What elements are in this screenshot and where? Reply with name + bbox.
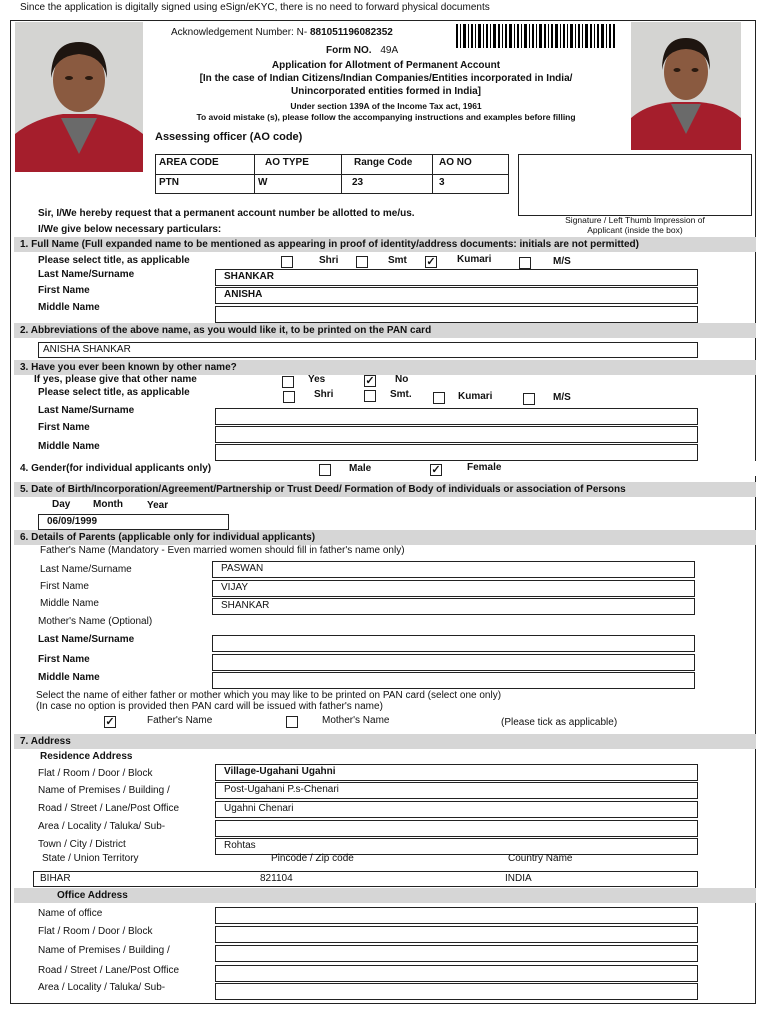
s7-office-road-label: Road / Street / Lane/Post Office <box>38 965 180 976</box>
s6-mother-middle-label: Middle Name <box>38 672 100 683</box>
s6-father-last-field[interactable]: PASWAN <box>212 561 695 578</box>
s1-last-label: Last Name/Surname <box>38 269 135 280</box>
s7-office-premises-field[interactable] <box>215 945 698 962</box>
s7-premises-label: Name of Premises / Building / <box>38 785 170 796</box>
s6-mother-middle-field[interactable] <box>212 672 695 689</box>
s1-last-name-field[interactable]: SHANKAR <box>215 269 698 286</box>
s3-first-label: First Name <box>38 422 90 433</box>
s3-last-label: Last Name/Surname <box>38 405 135 416</box>
s6-father-first-field[interactable]: VIJAY <box>212 580 695 597</box>
s6-select-note-1: Select the name of either father or mother which you may like to be printed on PAN card (select one only) <box>36 690 502 701</box>
photo-left-icon <box>15 22 143 172</box>
s3-no-label: No <box>395 374 409 385</box>
s1-checkbox-smt[interactable] <box>356 256 368 268</box>
s7-town-label: Town / City / District <box>38 839 126 850</box>
section-2-heading: 2. Abbreviations of the above name, as you would like it, to be printed on the PAN card <box>14 323 756 338</box>
s1-option-smt: Smt <box>388 255 407 266</box>
s5-dob-field[interactable]: 06/09/1999 <box>38 514 229 530</box>
s3-option-kumari: Kumari <box>458 391 493 402</box>
s3-yes-label: Yes <box>308 374 326 385</box>
applicant-photo-right <box>631 22 741 150</box>
section-6-heading: 6. Details of Parents (applicable only for individual applicants) <box>14 530 756 545</box>
section-3-heading: 3. Have you ever been known by other name? <box>14 360 756 375</box>
s7-residence-heading: Residence Address <box>40 751 133 762</box>
s6-father-middle-field[interactable]: SHANKAR <box>212 598 695 615</box>
s3-checkbox-no[interactable]: ✓ <box>365 375 375 387</box>
ao-value-area: PTN <box>155 174 255 194</box>
form-no-label: Form NO. <box>326 45 372 56</box>
s3-prompt: If yes, please give that other name <box>34 374 197 385</box>
s7-country-label: Country Name <box>508 853 573 864</box>
ao-value-range: 23 <box>341 174 433 194</box>
form-title-4: Under section 139A of the Income Tax act, 1961 <box>290 101 482 111</box>
ack-number: 881051196082352 <box>309 27 393 38</box>
s1-option-ms: M/S <box>553 256 571 267</box>
s7-area-label: Area / Locality / Taluka/ Sub- <box>38 821 166 832</box>
ao-header-range: Range Code <box>341 154 433 175</box>
s6-mother-last-field[interactable] <box>212 635 695 652</box>
s4-male-label: Male <box>349 463 372 474</box>
s1-option-shri: Shri <box>319 255 339 266</box>
s5-month-label: Month <box>93 499 123 510</box>
s7-state-pin-country-row <box>33 871 698 887</box>
ao-value-no: 3 <box>432 174 509 194</box>
s3-checkbox-smt[interactable] <box>364 390 376 402</box>
s7-area-field[interactable] <box>215 820 698 837</box>
s7-road-label: Road / Street / Lane/Post Office <box>38 803 180 814</box>
s6-mother-first-field[interactable] <box>212 654 695 671</box>
ao-header-area: AREA CODE <box>155 154 255 175</box>
section-1-heading: 1. Full Name (Full expanded name to be mentioned as appearing in proof of identity/address documents: initials are not permitted) <box>14 237 756 252</box>
form-title-1: Application for Allotment of Permanent Account <box>271 60 501 71</box>
s1-checkbox-ms[interactable] <box>519 257 531 269</box>
s7-pin-value[interactable]: 821104 <box>260 873 293 884</box>
s1-middle-label: Middle Name <box>38 302 100 313</box>
s6-mother-option: Mother's Name <box>322 715 390 726</box>
ao-header-no: AO NO <box>432 154 509 175</box>
s3-first-name-field[interactable] <box>215 426 698 443</box>
s3-last-name-field[interactable] <box>215 408 698 425</box>
s3-option-ms: M/S <box>553 392 571 403</box>
s6-father-last-label: Last Name/Surname <box>40 564 132 575</box>
s6-father-note: Father's Name (Mandatory - Even married women should fill in father's name only) <box>40 545 405 556</box>
s2-abbreviation-field[interactable]: ANISHA SHANKAR <box>38 342 698 358</box>
ack-label: Acknowledgement Number: N- <box>171 27 308 38</box>
s3-checkbox-kumari[interactable] <box>433 392 445 404</box>
s7-office-area-label: Area / Locality / Taluka/ Sub- <box>38 982 166 993</box>
s7-office-premises-label: Name of Premises / Building / <box>38 945 170 956</box>
s7-road-field[interactable]: Ugahni Chenari <box>215 801 698 818</box>
s1-middle-name-field[interactable] <box>215 306 698 323</box>
ao-heading: Assessing officer (AO code) <box>155 131 303 143</box>
ack-number-row <box>171 27 393 39</box>
s1-title-prompt: Please select title, as applicable <box>38 255 190 266</box>
s7-country-value[interactable]: INDIA <box>505 873 532 884</box>
form-no: 49A <box>380 45 399 56</box>
s7-state-value[interactable]: BIHAR <box>40 873 71 884</box>
s6-mother-first-label: First Name <box>38 654 90 665</box>
s3-checkbox-ms[interactable] <box>523 393 535 405</box>
s6-father-first-label: First Name <box>40 581 89 592</box>
s3-option-smt: Smt. <box>390 389 412 400</box>
s7-office-name-label: Name of office <box>38 908 103 919</box>
s1-checkbox-shri[interactable] <box>281 256 293 268</box>
s6-checkbox-father[interactable]: ✓ <box>105 716 115 728</box>
s7-town-field[interactable]: Rohtas <box>215 838 698 855</box>
form-no-row <box>326 45 398 57</box>
applicant-photo-left <box>15 22 143 172</box>
s1-checkbox-kumari[interactable]: ✓ <box>426 256 436 268</box>
s3-title-prompt: Please select title, as applicable <box>38 387 190 398</box>
s7-state-label: State / Union Territory <box>42 853 139 864</box>
s6-checkbox-mother[interactable] <box>286 716 298 728</box>
s7-premises-field[interactable]: Post-Ugahani P.s-Chenari <box>215 782 698 799</box>
section-4-heading: 4. Gender(for individual applicants only) <box>14 461 756 476</box>
s3-checkbox-shri[interactable] <box>283 391 295 403</box>
intro-line-1: Sir, I/We hereby request that a permanent account number be allotted to me/us. <box>38 208 415 219</box>
form-title-3: Unincorporated entities formed in India] <box>290 86 481 97</box>
s3-middle-name-field[interactable] <box>215 444 698 461</box>
s7-flat-field[interactable]: Village-Ugahani Ugahni <box>215 764 698 781</box>
signature-label-1: Signature / Left Thumb Impression of <box>565 215 705 225</box>
ao-value-type: W <box>254 174 342 194</box>
barcode-icon <box>456 24 616 48</box>
signature-box[interactable] <box>518 154 752 216</box>
s3-middle-label: Middle Name <box>38 441 100 452</box>
section-5-heading: 5. Date of Birth/Incorporation/Agreement/Partnership or Trust Deed/ Formation of Body of individuals or association of Persons <box>14 482 756 497</box>
s4-checkbox-male[interactable] <box>319 464 331 476</box>
form-title-5: To avoid mistake (s), please follow the accompanying instructions and examples before filling <box>196 112 576 122</box>
s1-option-kumari: Kumari <box>457 254 492 265</box>
ao-header-type: AO TYPE <box>254 154 342 175</box>
form-title-2: [In the case of Indian Citizens/Indian Companies/Entities incorporated in India/ <box>199 73 573 84</box>
s5-year-label: Year <box>147 500 169 511</box>
s3-checkbox-yes[interactable] <box>282 376 294 388</box>
s7-office-heading: Office Address <box>14 888 756 903</box>
s4-checkbox-female[interactable]: ✓ <box>431 464 441 476</box>
s6-select-note-2: (In case no option is provided then PAN card will be issued with father's name) <box>36 701 383 712</box>
photo-right-icon <box>631 22 741 150</box>
s4-female-label: Female <box>467 462 502 473</box>
digital-sign-notice: Since the application is digitally signed using eSign/eKYC, there is no need to forward physical documents <box>20 2 490 13</box>
s7-office-area-field[interactable] <box>215 983 698 1000</box>
s1-first-name-field[interactable]: ANISHA <box>215 287 698 304</box>
s6-father-middle-label: Middle Name <box>40 598 99 609</box>
signature-label-2: Applicant (inside the box) <box>587 225 683 235</box>
section-7-heading: 7. Address <box>14 734 756 749</box>
s6-father-option: Father's Name <box>147 715 213 726</box>
s3-option-shri: Shri <box>314 389 334 400</box>
s6-mother-note: Mother's Name (Optional) <box>38 616 153 627</box>
s7-office-road-field[interactable] <box>215 965 698 982</box>
s5-day-label: Day <box>52 499 71 510</box>
s1-first-label: First Name <box>38 285 90 296</box>
s7-office-flat-label: Flat / Room / Door / Block <box>38 926 153 937</box>
s6-mother-last-label: Last Name/Surname <box>38 634 135 645</box>
s6-tick-note: (Please tick as applicable) <box>501 717 618 728</box>
s7-flat-label: Flat / Room / Door / Block <box>38 768 153 779</box>
s7-office-flat-field[interactable] <box>215 926 698 943</box>
s7-office-name-field[interactable] <box>215 907 698 924</box>
s7-pin-label: Pincode / Zip code <box>271 853 354 864</box>
intro-line-2: I/We give below necessary particulars: <box>38 224 222 235</box>
